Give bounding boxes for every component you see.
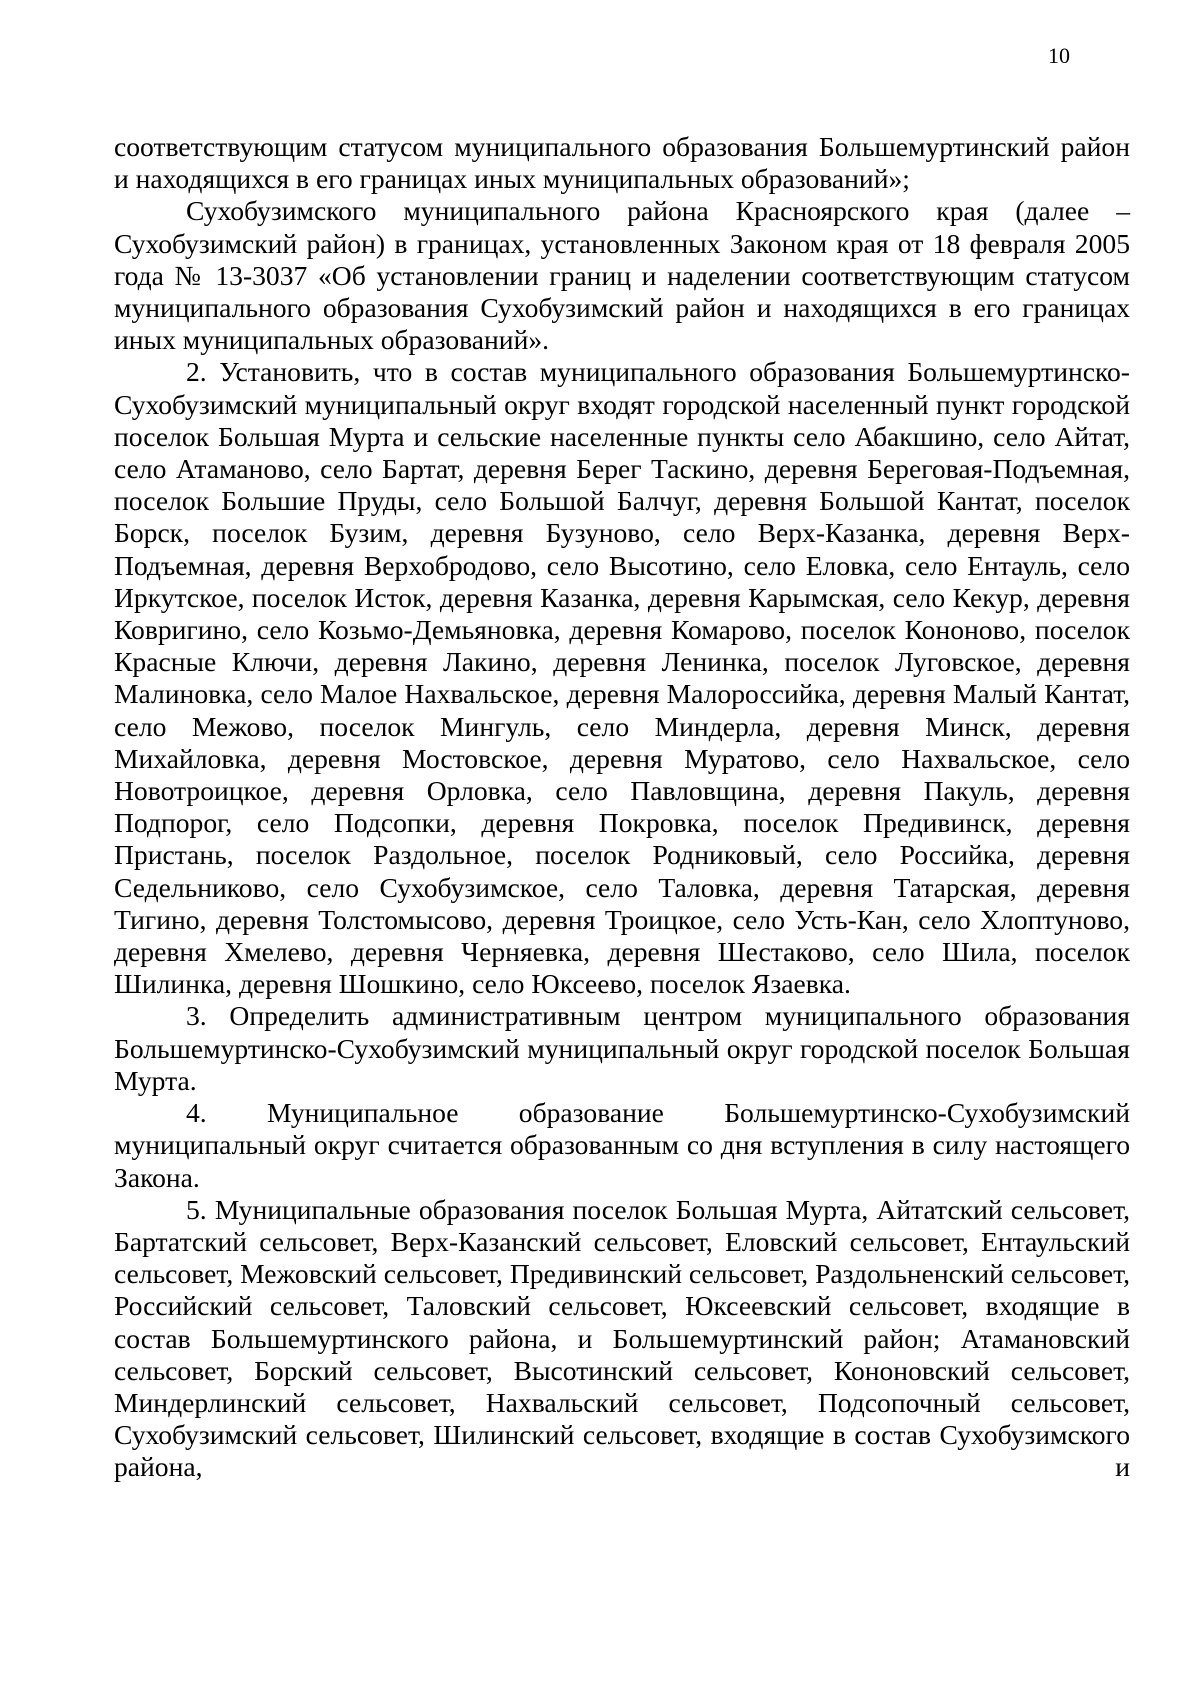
paragraph-item-4: 4. Муниципальное образование Большемуртинско-Сухобузимский муниципальный округ считается образованным со дня вступления в силу настоящего Закона.	[114, 1097, 1130, 1193]
paragraph-item-5: 5. Муниципальные образования поселок Большая Мурта, Айтатский сельсовет, Бартатский сельсовет, Верх-Казанский сельсовет, Еловский сельсовет, Ентаульский сельсовет, Межовский сельсовет, Предивинский сельсовет, Раздольненский сельсовет, Российский сельсовет, Таловский сельсовет, Юксеевский сельсовет, входящие в состав Большемуртинского района, и Большемуртинский район; Атамановский сельсовет, Борский сельсовет, Высотинский сельсовет, Кононовский сельсовет, Миндерлинский сельсовет, Нахвальский сельсовет, Подсопочный сельсовет, Сухобузимский сельсовет, Шилинский сельсовет, входящие в состав Сухобузимского района, и	[114, 1193, 1130, 1483]
document-body	[114, 131, 1130, 1484]
paragraph-continuation: соответствующим статусом муниципального образования Большемуртинский район и находящихся в его границах иных муниципальных образований»;	[114, 131, 1130, 195]
paragraph-item-2: 2. Установить, что в состав муниципального образования Большемуртинско-Сухобузимский муниципальный округ входят городской населенный пункт городской поселок Большая Мурта и сельские населенные пункты село Абакшино, село Айтат, село Атаманово, село Бартат, деревня Берег Таскино, деревня Береговая-Подъемная, поселок Большие Пруды, село Большой Балчуг, деревня Большой Кантат, поселок Борск, поселок Бузим, деревня Бузуново, село Верх-Казанка, деревня Верх-Подъемная, деревня Верхобродово, село Высотино, село Еловка, село Ентауль, село Иркутское, поселок Исток, деревня Казанка, деревня Карымская, село Кекур, деревня Ковригино, село Козьмо-Демьяновка, деревня Комарово, поселок Кононово, поселок Красные Ключи, деревня Лакино, деревня Ленинка, поселок Луговское, деревня Малиновка, село Малое Нахвальское, деревня Малороссийка, деревня Малый Кантат, село Межово, поселок Мингуль, село Миндерла, деревня Минск, деревня Михайловка, деревня Мостовское, деревня Муратово, село Нахвальское, село Новотроицкое, деревня Орловка, село Павловщина, деревня Пакуль, деревня Подпорог, село Подсопки, деревня Покровка, поселок Предивинск, деревня Пристань, поселок Раздольное, поселок Родниковый, село Российка, деревня Седельниково, село Сухобузимское, село Таловка, деревня Татарская, деревня Тигино, деревня Толстомысово, деревня Троицкое, село Усть-Кан, село Хлоптуново, деревня Хмелево, деревня Черняевка, деревня Шестаково, село Шила, поселок Шилинка, деревня Шошкино, село Юксеево, поселок Язаевка.	[114, 356, 1130, 1000]
paragraph-item-3: 3. Определить административным центром муниципального образования Большемуртинско-Сухобузимский муниципальный округ городской поселок Большая Мурта.	[114, 1000, 1130, 1096]
page-number: 10	[1048, 43, 1070, 68]
paragraph-sukhobuzimsky-district: Сухобузимского муниципального района Красноярского края (далее – Сухобузимский район) в границах, установленных Законом края от 18 февраля 2005 года № 13-3037 «Об установлении границ и наделении соответствующим статусом муниципального образования Сухобузимский район и находящихся в его границах иных муниципальных образований».	[114, 195, 1130, 356]
